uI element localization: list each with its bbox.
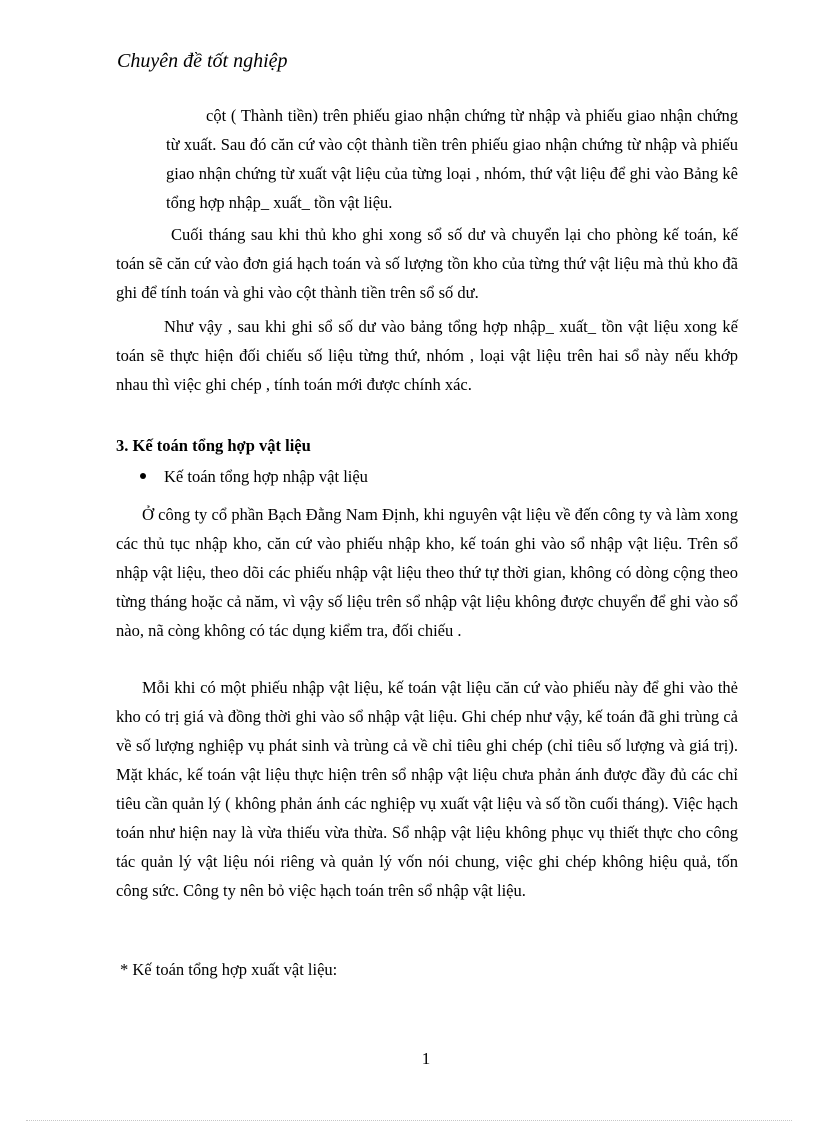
- bullet-item-label: Kế toán tổng hợp nhập vật liệu: [164, 467, 368, 486]
- bullet-dot-icon: [140, 473, 146, 479]
- paragraph-text: cột ( Thành tiền) trên phiếu giao nhận chứng từ nhập và phiếu giao nhận chứng từ xuất. Sau đó căn cứ vào cột thành tiền trên phiếu giao nhận chứng từ nhập và phiếu giao nhận chứng từ xuất vật liệu của từng loại , nhóm, thứ vật liệu để ghi vào Bảng kê tổng hợp nhập_ xuất_ tồn vật liệu.: [166, 106, 738, 212]
- page-edge-divider: [26, 1120, 792, 1121]
- section-heading: 3. Kế toán tổng hợp vật liệu: [116, 436, 311, 455]
- subsection-heading: * Kế toán tổng hợp xuất vật liệu:: [120, 960, 338, 979]
- paragraph-continued-voucher-columns: [166, 101, 738, 217]
- page-number: 1: [421, 1049, 431, 1068]
- paragraph-company-receiving: Ở công ty cổ phần Bạch Đằng Nam Định, khi nguyên vật liệu về đến công ty và làm xong các thủ tục nhập kho, căn cứ vào phiếu nhập kho, kế toán ghi vào sổ nhập vật liệu. Trên sổ nhập vật liệu, theo dõi các phiếu nhập vật liệu theo thứ tự thời gian, không có dòng cộng theo từng tháng hoặc cả năm, vì vậy số liệu trên sổ nhập vật liệu không được chuyển để ghi vào sổ nào, nã còng không có tác dụng kiểm tra, đối chiếu .: [116, 505, 738, 640]
- paragraph-reconciliation: Như vậy , sau khi ghi sổ số dư vào bảng tổng hợp nhập_ xuất_ tồn vật liệu xong kế toán sẽ thực hiện đối chiếu số liệu từng thứ, nhóm , loại vật liệu trên hai sổ này nếu khớp nhau thì việc ghi chép , tính toán mới được chính xác.: [116, 317, 738, 394]
- document-header-title: Chuyên đề tốt nghiệp: [117, 50, 288, 72]
- paragraph-receipt-recording: Mỗi khi có một phiếu nhập vật liệu, kế toán vật liệu căn cứ vào phiếu này để ghi vào thẻ kho có trị giá và đồng thời ghi vào sổ nhập vật liệu. Ghi chép như vậy, kế toán đã ghi trùng cả về số lượng nghiệp vụ phát sinh và trùng cả về chỉ tiêu ghi chép (chỉ tiêu số lượng và giá trị). Mặt khác, kế toán vật liệu thực hiện trên sổ nhập vật liệu chưa phản ánh được đầy đủ các chỉ tiêu cần quản lý ( không phản ánh các nghiệp vụ xuất vật liệu và số tồn cuối tháng). Việc hạch toán như hiện nay là vừa thiếu vừa thừa. Sổ nhập vật liệu không phục vụ thiết thực cho công tác quản lý vật liệu nói riêng và quản lý vốn nói chung, việc ghi chép không hiệu quả, tốn công sức. Công ty nên bỏ việc hạch toán trên sổ nhập vật liệu.: [116, 678, 738, 900]
- paragraph-month-end-balance: Cuối tháng sau khi thủ kho ghi xong sổ số dư và chuyển lại cho phòng kế toán, kế toán sẽ căn cứ vào đơn giá hạch toán và số lượng tồn kho của từng thứ vật liệu mà thủ kho đã ghi để tính toán và ghi vào cột thành tiền trên sổ số dư.: [116, 225, 738, 302]
- bullet-item: [140, 463, 368, 491]
